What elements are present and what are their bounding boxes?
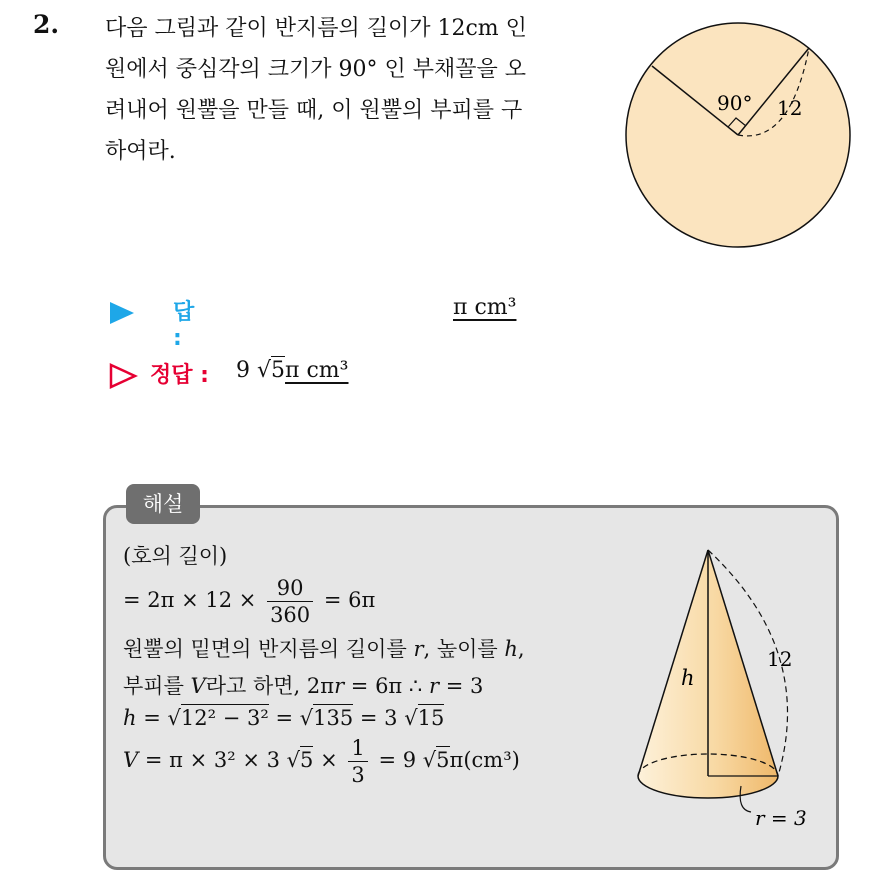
play-arrow-outline-icon (108, 362, 138, 390)
slant-label: 12 (767, 647, 793, 671)
question-line-1: 다음 그림과 같이 반지름의 길이가 12cm 인 (105, 16, 527, 41)
solution-line-3: 원뿔의 밑면의 반지름의 길이를 r, 높이를 h, (123, 637, 525, 661)
answer-unit: π cm³ (453, 295, 517, 320)
fraction-1-3: $\frac{1}{3}$ (348, 735, 367, 788)
correct-coef: 9 (236, 358, 250, 383)
play-arrow-filled-icon (108, 300, 136, 326)
correct-unit: π cm³ (285, 358, 349, 383)
radius-label: 12 (777, 96, 803, 120)
solution-line-5: h = √12² − 3² = √135 = 3 √15 (123, 706, 445, 730)
fraction-90-360: $\frac{90}{360}$ (267, 575, 313, 628)
solution-line-6: V = π × 3² × 3 √5 × $\frac{1}{3}$ = 9 √5π(cm³) (123, 736, 520, 787)
question-line-4: 하여라. (105, 139, 176, 164)
solution-line-4: 부피를 V라고 하면, 2πr = 6π ∴ r = 3 (123, 674, 484, 698)
question-text (105, 8, 605, 172)
circle-sector-figure (620, 20, 860, 255)
question-line-2: 원에서 중심각의 크기가 90° 인 부채꼴을 오 (105, 57, 526, 82)
r-label: r = 3 (755, 806, 807, 830)
solution-line-1: (호의 길이) (123, 544, 228, 568)
correct-label: 정답 : (150, 363, 209, 388)
correct-radicand: 5 (271, 358, 286, 383)
question-line-3: 려내어 원뿔을 만들 때, 이 원뿔의 부피를 구 (105, 98, 523, 123)
question-number: 2. (33, 10, 60, 39)
height-label: h (681, 666, 695, 690)
correct-value: 9 √5π cm³ (236, 358, 349, 383)
angle-label: 90° (717, 91, 753, 115)
cone-figure (625, 540, 825, 840)
solution-tag: 해설 (126, 484, 200, 524)
solution-line-2: = 2π × 12 × $\frac{90}{360}$ = 6π (123, 576, 376, 627)
answer-label: 답 : (173, 300, 195, 351)
